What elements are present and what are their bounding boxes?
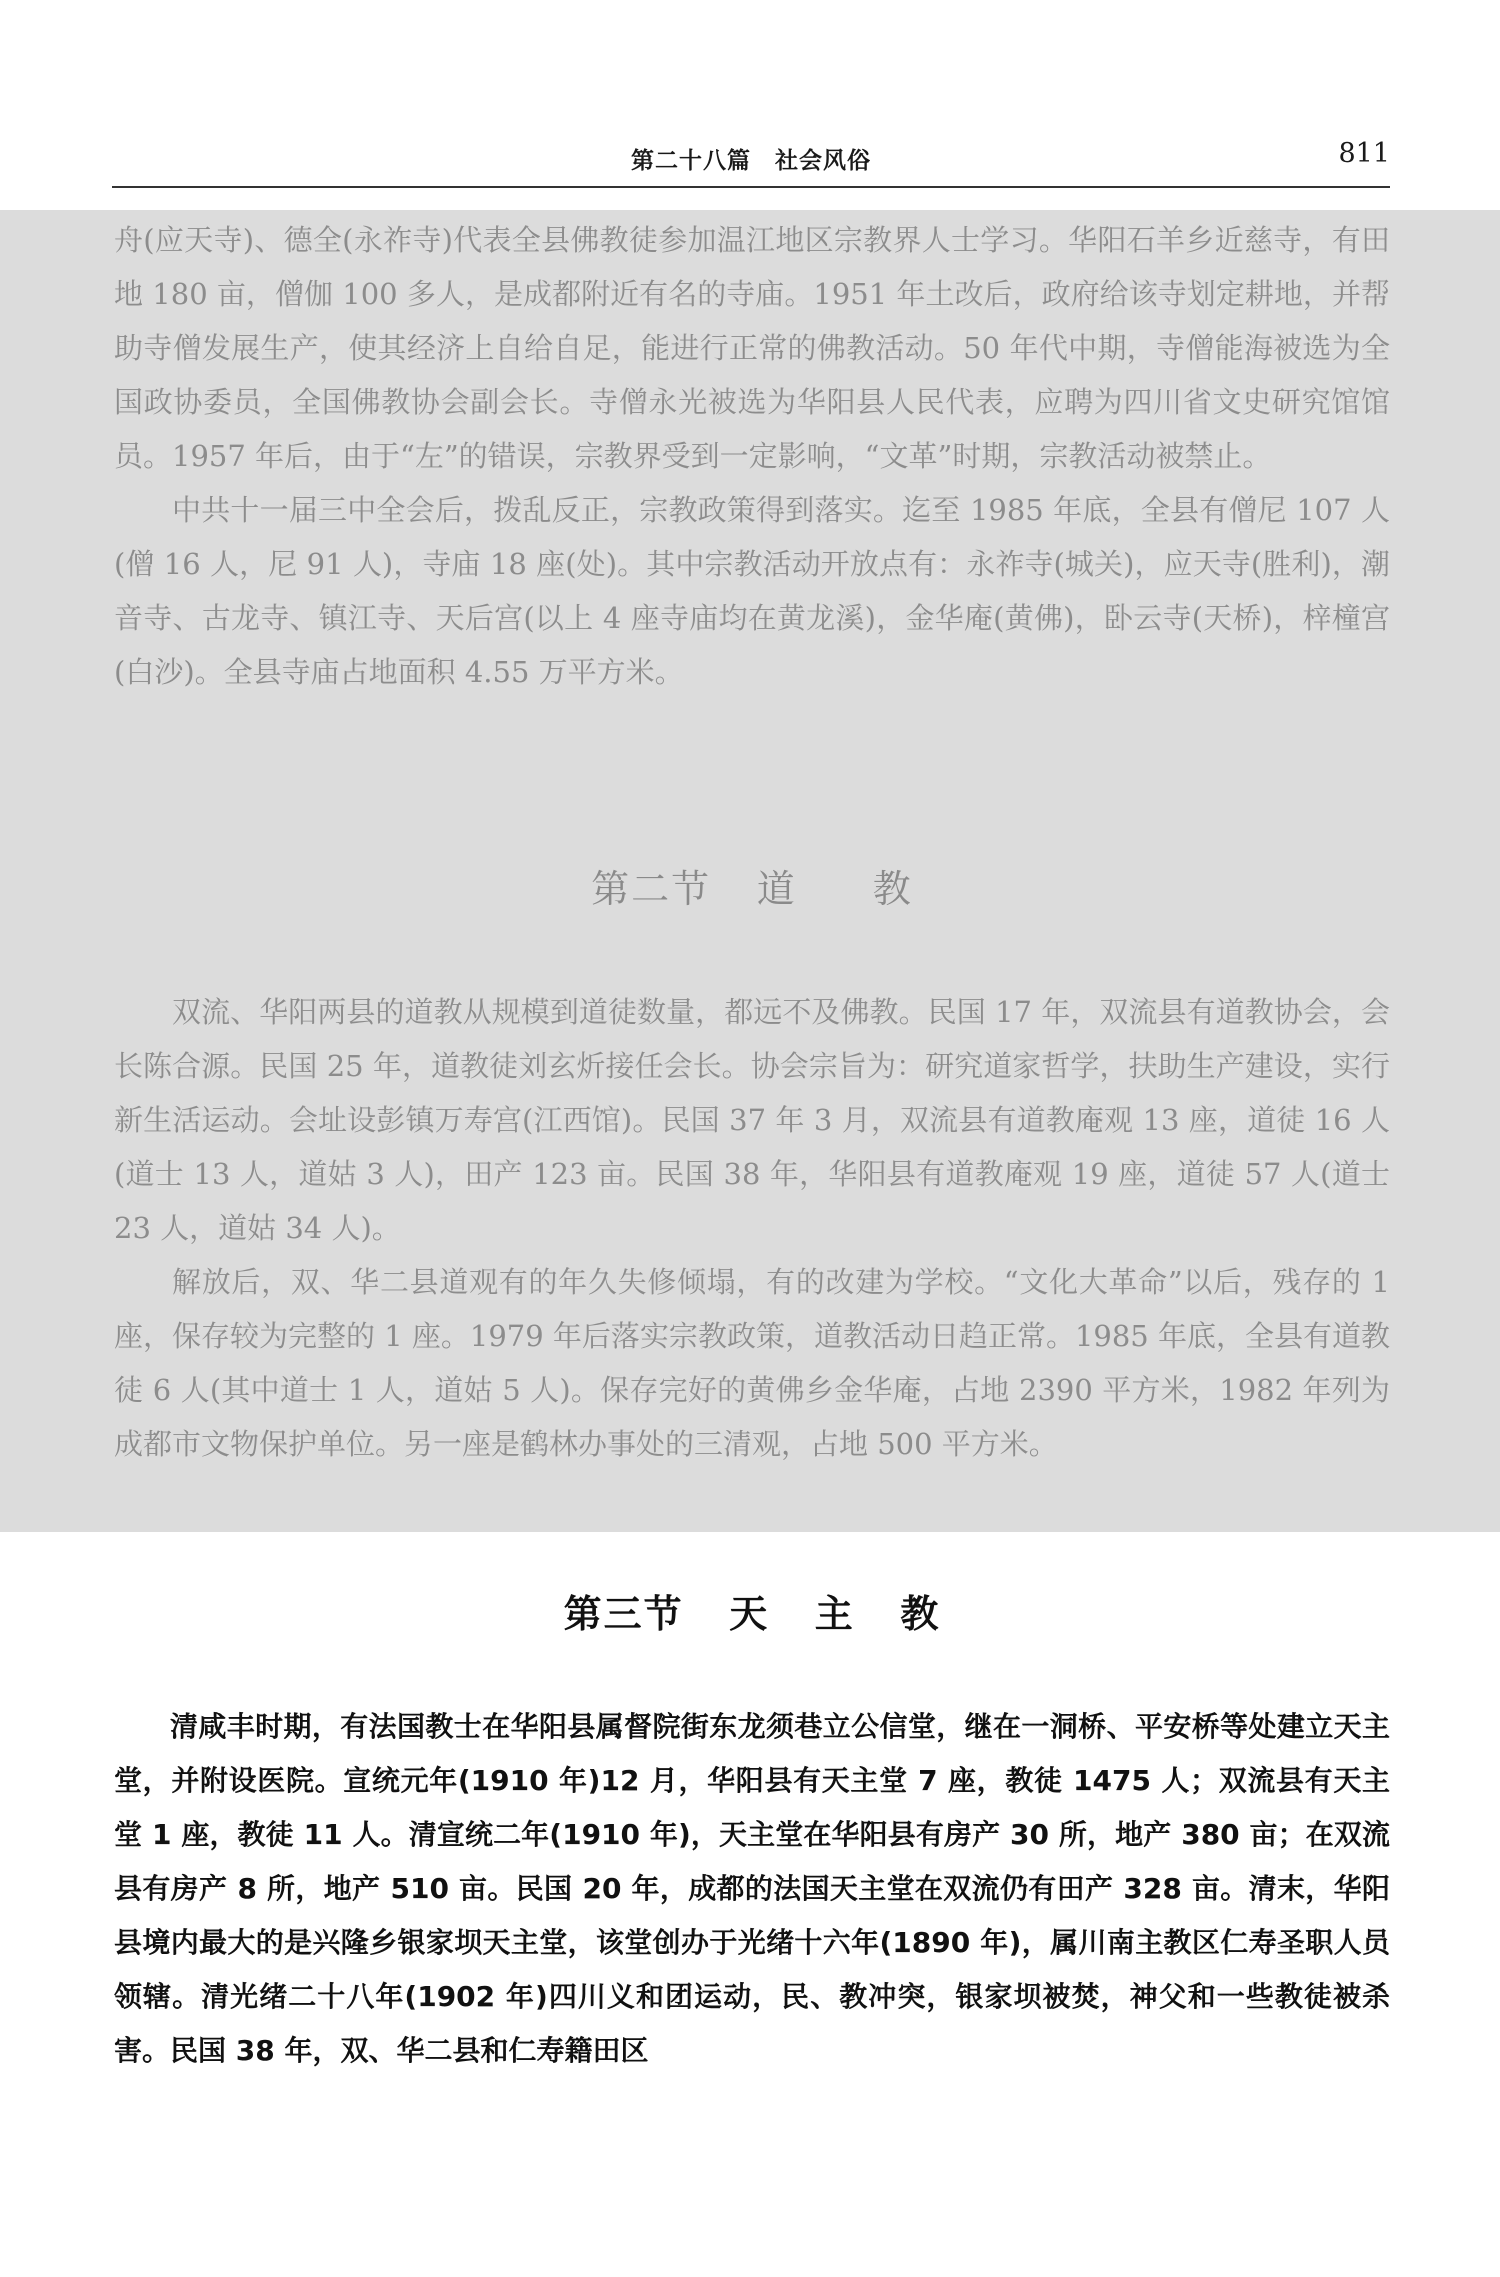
paragraph: 中共十一届三中全会后，拨乱反正，宗教政策得到落实。迄至 1985 年底，全县有僧尼 107 人(僧 16 人，尼 91 人)，寺庙 18 座(处)。其中宗教活动开放点有：永祚寺(城关)，应天寺(胜利)，潮音寺、古龙寺、镇江寺、天后宫(以上 4 座寺庙均在黄龙溪)，金华庵(黄佛)，卧云寺(天桥)，梓橦宫(白沙)。全县寺庙占地面积 4.55 万平方米。 [114, 493, 1390, 689]
page-header [112, 128, 1390, 188]
section-title [114, 1583, 1390, 1638]
paragraph: 解放后，双、华二县道观有的年久失修倾塌，有的改建为学校。“文化大革命”以后，残存的 1 座，保存较为完整的 1 座。1979 年后落实宗教政策，道教活动日趋正常。1985 年底，全县有道教徒 6 人(其中道士 1 人，道姑 5 人)。保存完好的黄佛乡金华庵，占地 2390 平方米，1982 年列为成都市文物保护单位。另一座是鹤林办事处的三清观，占地 500 平方米。 [114, 1265, 1390, 1461]
section-word: 教 [872, 867, 913, 911]
section-taoism [114, 858, 1390, 913]
catholicism-body [114, 1700, 1390, 2078]
section-word: 天 [729, 1591, 770, 1636]
running-title: 第二十八篇 社会风俗 [631, 148, 871, 174]
section-catholicism [114, 1583, 1390, 1638]
buddhism-continuation [114, 213, 1390, 699]
section-word: 主 [814, 1591, 855, 1636]
section-word: 教 [900, 1591, 941, 1636]
section-number: 第三节 [563, 1591, 684, 1636]
page-number: 811 [1338, 138, 1390, 169]
taoism-body [114, 985, 1390, 1471]
paragraph: 清咸丰时期，有法国教士在华阳县属督院街东龙须巷立公信堂，继在一洞桥、平安桥等处建立天主堂，并附设医院。宣统元年(1910 年)12 月，华阳县有天主堂 7 座，教徒 1475 人；双流县有天主堂 1 座，教徒 11 人。清宣统二年(1910 年)，天主堂在华阳县有房产 30 所，地产 380 亩；在双流县有房产 8 所，地产 510 亩。民国 20 年，成都的法国天主堂在双流仍有田产 328 亩。清末，华阳县境内最大的是兴隆乡银家坝天主堂，该堂创办于光绪十六年(1890 年)，属川南主教区仁寿圣职人员领辖。清光绪二十八年(1902 年)四川义和团运动，民、教冲突，银家坝被焚，神父和一些教徒被杀害。民国 38 年，双、华二县和仁寿籍田区 [114, 1710, 1390, 2067]
paragraph: 舟(应天寺)、德全(永祚寺)代表全县佛教徒参加温江地区宗教界人士学习。华阳石羊乡近慈寺，有田地 180 亩，僧伽 100 多人，是成都附近有名的寺庙。1951 年土改后，政府给该寺划定耕地，并帮助寺僧发展生产，使其经济上自给自足，能进行正常的佛教活动。50 年代中期，寺僧能海被选为全国政协委员，全国佛教协会副会长。寺僧永光被选为华阳县人民代表，应聘为四川省文史研究馆馆员。1957 年后，由于“左”的错误，宗教界受到一定影响，“文革”时期，宗教活动被禁止。 [114, 223, 1390, 473]
paragraph: 双流、华阳两县的道教从规模到道徒数量，都远不及佛教。民国 17 年，双流县有道教协会，会长陈合源。民国 25 年，道教徒刘玄炘接任会长。协会宗旨为：研究道家哲学，扶助生产建设，实行新生活运动。会址设彭镇万寿宫(江西馆)。民国 37 年 3 月，双流县有道教庵观 13 座，道徒 16 人(道士 13 人，道姑 3 人)，田产 123 亩。民国 38 年，华阳县有道教庵观 19 座，道徒 57 人(道士 23 人，道姑 34 人)。 [114, 995, 1390, 1245]
section-word: 道 [756, 867, 797, 911]
section-title [114, 858, 1390, 913]
section-number: 第二节 [591, 867, 712, 911]
